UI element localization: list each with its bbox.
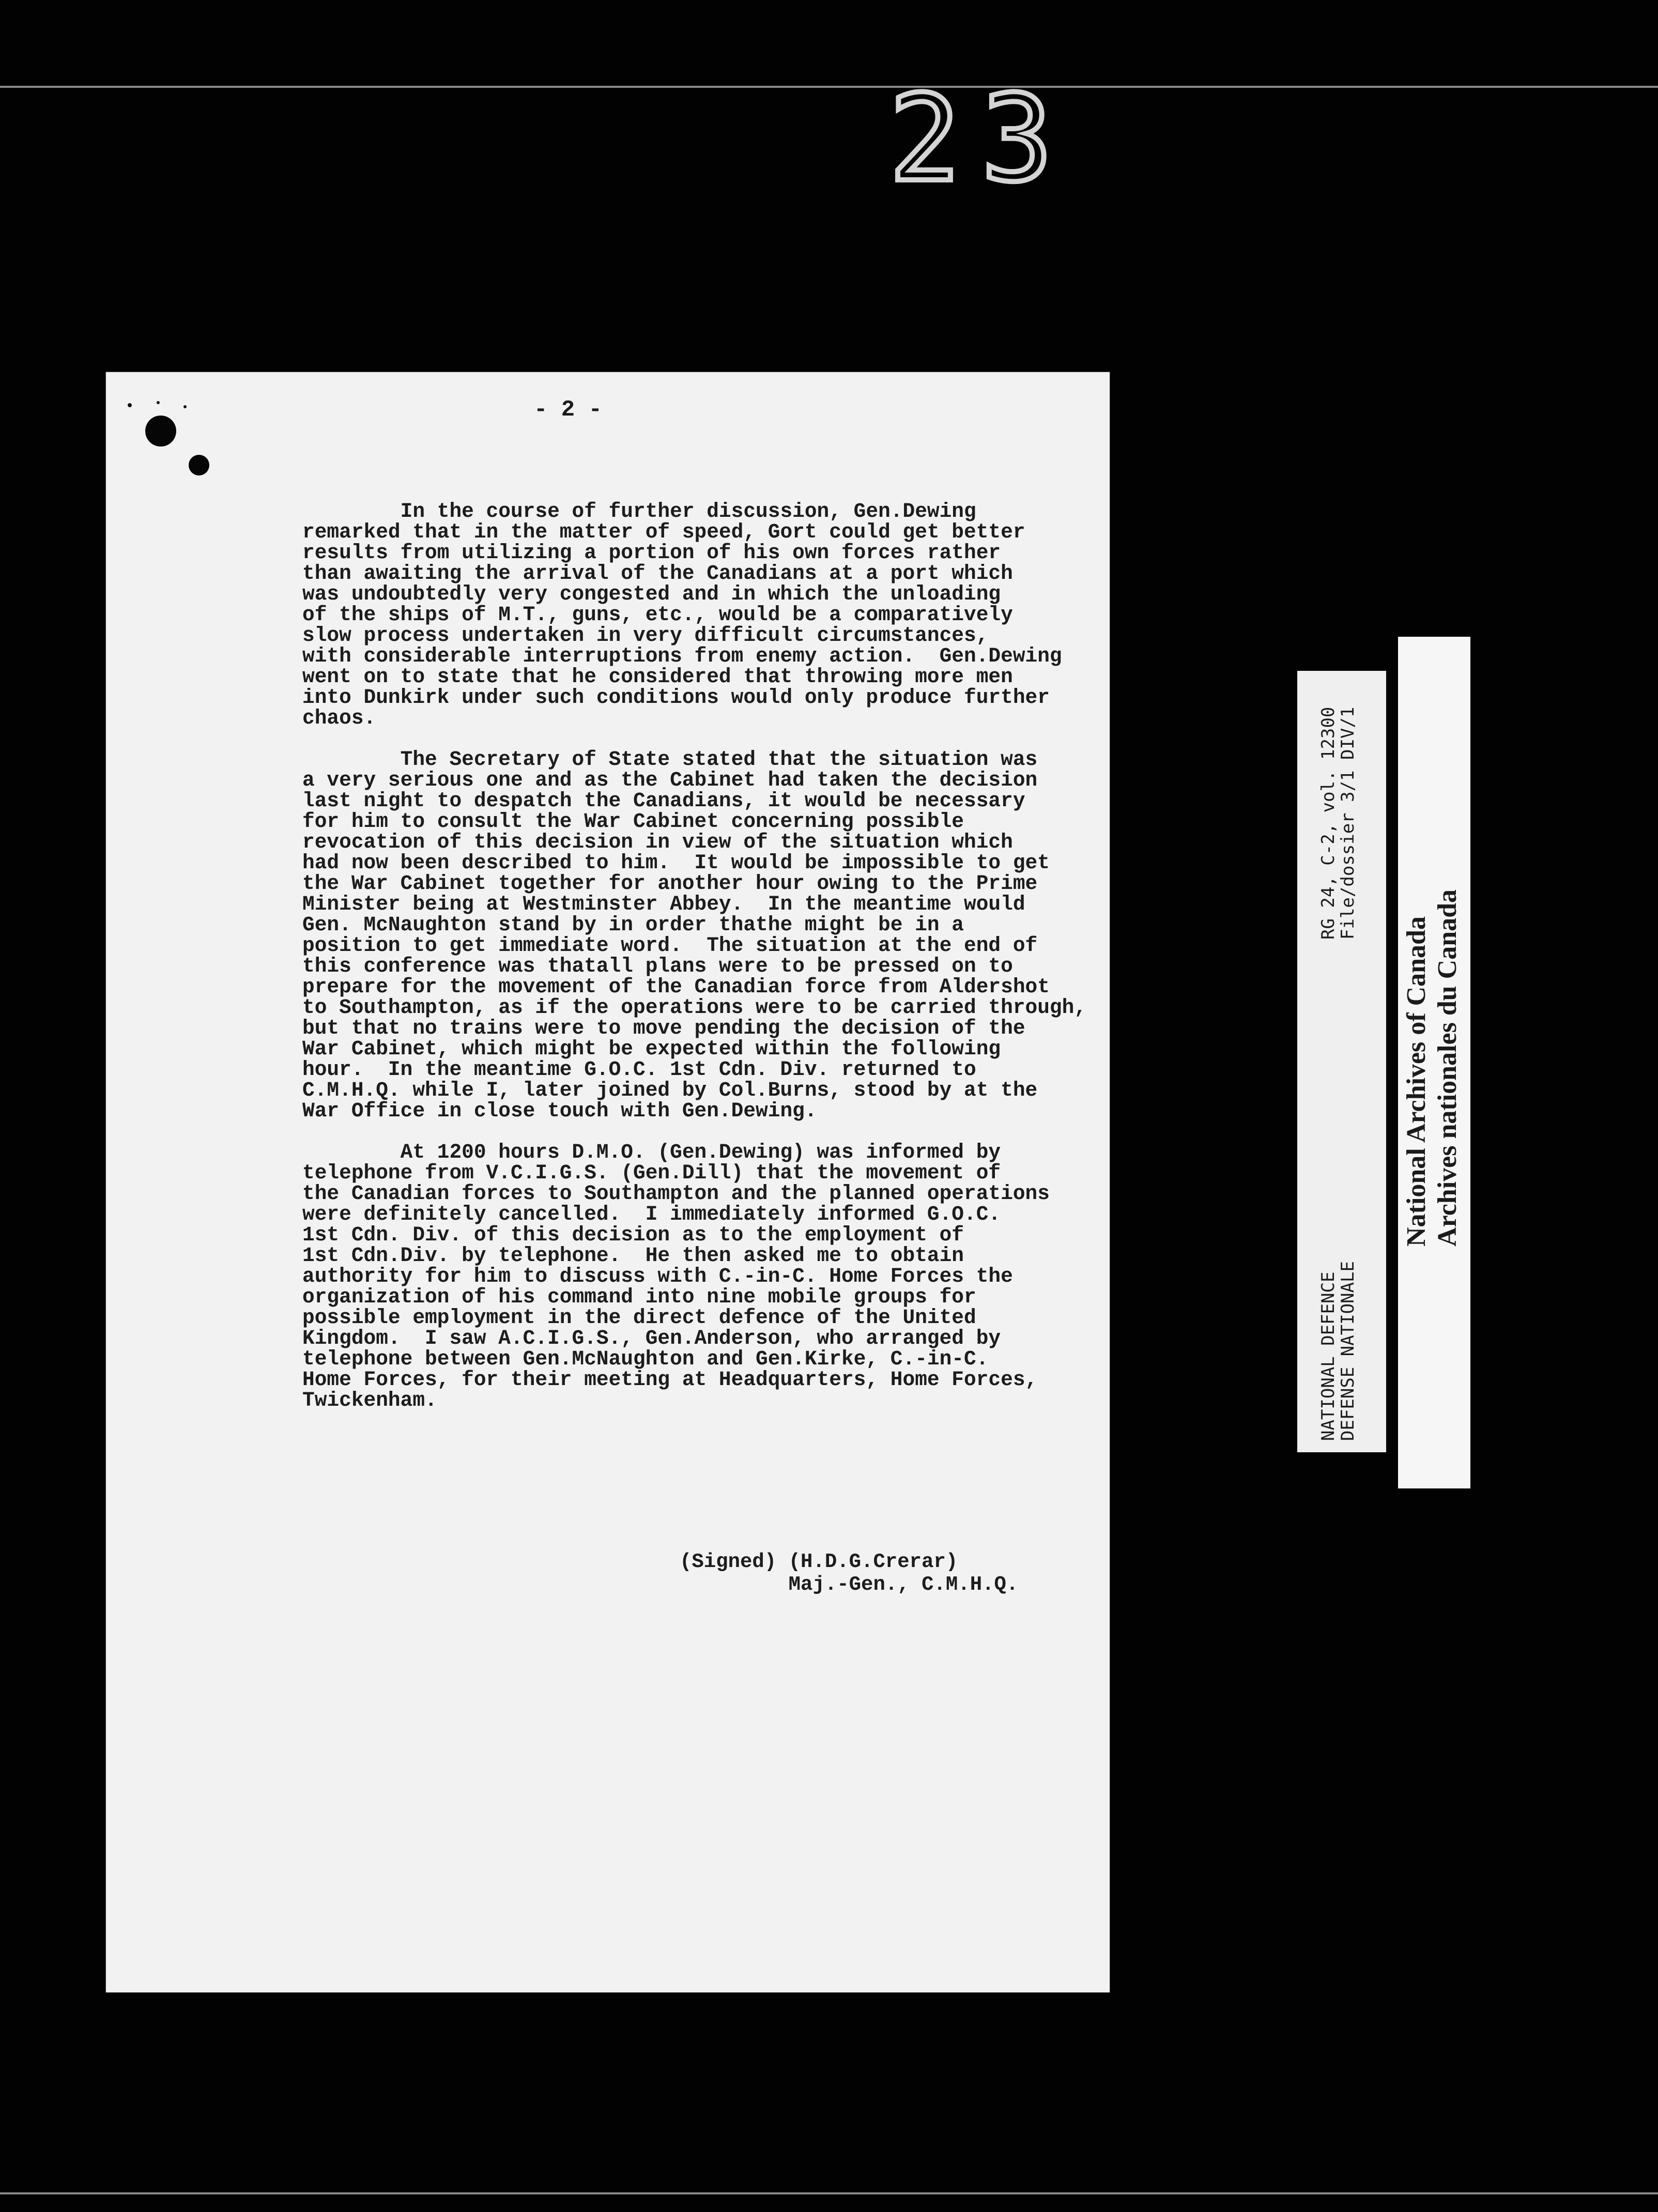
text-line: than awaiting the arrival of the Canadians at a port which (302, 562, 1013, 585)
text-line: authority for him to discuss with C.-in-C. Home Forces the (302, 1265, 1013, 1288)
text-line: with considerable interruptions from enemy action. Gen.Dewing (302, 644, 1062, 668)
text-line: of the ships of M.T., guns, etc., would be a comparatively (302, 603, 1013, 626)
text-line: Twickenham. (302, 1389, 437, 1412)
document-page (106, 372, 1110, 1992)
text-line: At 1200 hours D.M.O. (Gen.Dewing) was informed by (302, 1141, 1001, 1164)
page-number: - 2 - (533, 397, 602, 423)
text-line: last night to despatch the Canadians, it would be necessary (302, 789, 1025, 812)
text-line: Home Forces, for their meeting at Headquarters, Home Forces, (302, 1368, 1038, 1391)
text-line: results from utilizing a portion of his own forces rather (302, 541, 1001, 564)
punch-hole (189, 455, 209, 475)
text-line: the Canadian forces to Southampton and the planned operations (302, 1182, 1050, 1205)
text-line: Kingdom. I saw A.C.I.G.S., Gen.Anderson, who arranged by (302, 1327, 1001, 1350)
text-line: telephone from V.C.I.G.S. (Gen.Dill) that the movement of (302, 1161, 1001, 1185)
text-line: the War Cabinet together for another hour owing to the Prime (302, 872, 1038, 895)
frame-number: 23 (889, 70, 1073, 208)
text-line: possible employment in the direct defence of the United (302, 1306, 976, 1329)
archive-reference-label (1297, 671, 1386, 1452)
text-line: to Southampton, as if the operations were to be carried through, (302, 996, 1087, 1019)
text-line: but that no trains were to move pending the decision of the (302, 1017, 1025, 1040)
text-line: The Secretary of State stated that the situation was (302, 748, 1038, 771)
signature-line: (Signed) (H.D.G.Crerar) (680, 1550, 958, 1573)
text-line: In the course of further discussion, Gen.Dewing (302, 500, 976, 523)
archives-name-en: National Archives of Canada (1402, 916, 1431, 1247)
text-line: a very serious one and as the Cabinet had taken the decision (302, 769, 1038, 792)
text-line: organization of his command into nine mobile groups for (302, 1285, 976, 1309)
text-line: War Cabinet, which might be expected within the following (302, 1037, 1001, 1061)
signature-line: Maj.-Gen., C.M.H.Q. (680, 1573, 1019, 1596)
archives-name-fr: Archives nationales du Canada (1433, 889, 1462, 1247)
text-line: prepare for the movement of the Canadian force from Aldershot (302, 975, 1050, 999)
document-body (302, 501, 1109, 1432)
national-archives-label (1398, 637, 1470, 1488)
text-line: hour. In the meantime G.O.C. 1st Cdn. Div. returned to (302, 1058, 976, 1081)
bottom-film-rule (0, 2192, 1658, 2194)
text-line: remarked that in the matter of speed, Gort could get better (302, 520, 1025, 544)
archive-ref-file: File/dossier 3/1 DIV/1 (1338, 706, 1358, 940)
text-line: went on to state that he considered that throwing more men (302, 665, 1013, 688)
paragraph (302, 749, 1109, 1122)
text-line: revocation of this decision in view of the situation which (302, 831, 1013, 854)
text-line: position to get immediate word. The situation at the end of (302, 934, 1038, 957)
signature-block (680, 1550, 1018, 1596)
top-film-rule (0, 86, 1658, 88)
text-line: into Dunkirk under such conditions would only produce further (302, 686, 1050, 709)
text-line: 1st Cdn. Div. of this decision as to the employment of (302, 1223, 964, 1247)
text-line: were definitely cancelled. I immediately informed G.O.C. (302, 1203, 1001, 1226)
text-line: C.M.H.Q. while I, later joined by Col.Burns, stood by at the (302, 1079, 1038, 1102)
text-line: 1st Cdn.Div. by telephone. He then asked me to obtain (302, 1244, 964, 1267)
text-line: War Office in close touch with Gen.Dewing. (302, 1099, 817, 1123)
archive-ref-dept-en: NATIONAL DEFENCE (1318, 1271, 1339, 1441)
text-line: Minister being at Westminster Abbey. In the meantime would (302, 893, 1025, 916)
archive-ref-dept-fr: DEFENSE NATIONALE (1338, 1261, 1358, 1441)
archive-ref-rg: RG 24, C-2, vol. 12300 (1318, 706, 1339, 940)
paragraph (302, 501, 1109, 729)
text-line: for him to consult the War Cabinet concerning possible (302, 810, 964, 833)
text-line: telephone between Gen.McNaughton and Gen.Kirke, C.-in-C. (302, 1347, 989, 1371)
text-line: was undoubtedly very congested and in which the unloading (302, 582, 1001, 606)
text-line: had now been described to him. It would be impossible to get (302, 851, 1050, 874)
text-line: Gen. McNaughton stand by in order thathe might be in a (302, 913, 964, 936)
paragraph (302, 1142, 1109, 1411)
text-line: slow process undertaken in very difficult circumstances, (302, 624, 989, 647)
text-line: this conference was thatall plans were to be pressed on to (302, 955, 1013, 978)
text-line: chaos. (302, 706, 376, 730)
